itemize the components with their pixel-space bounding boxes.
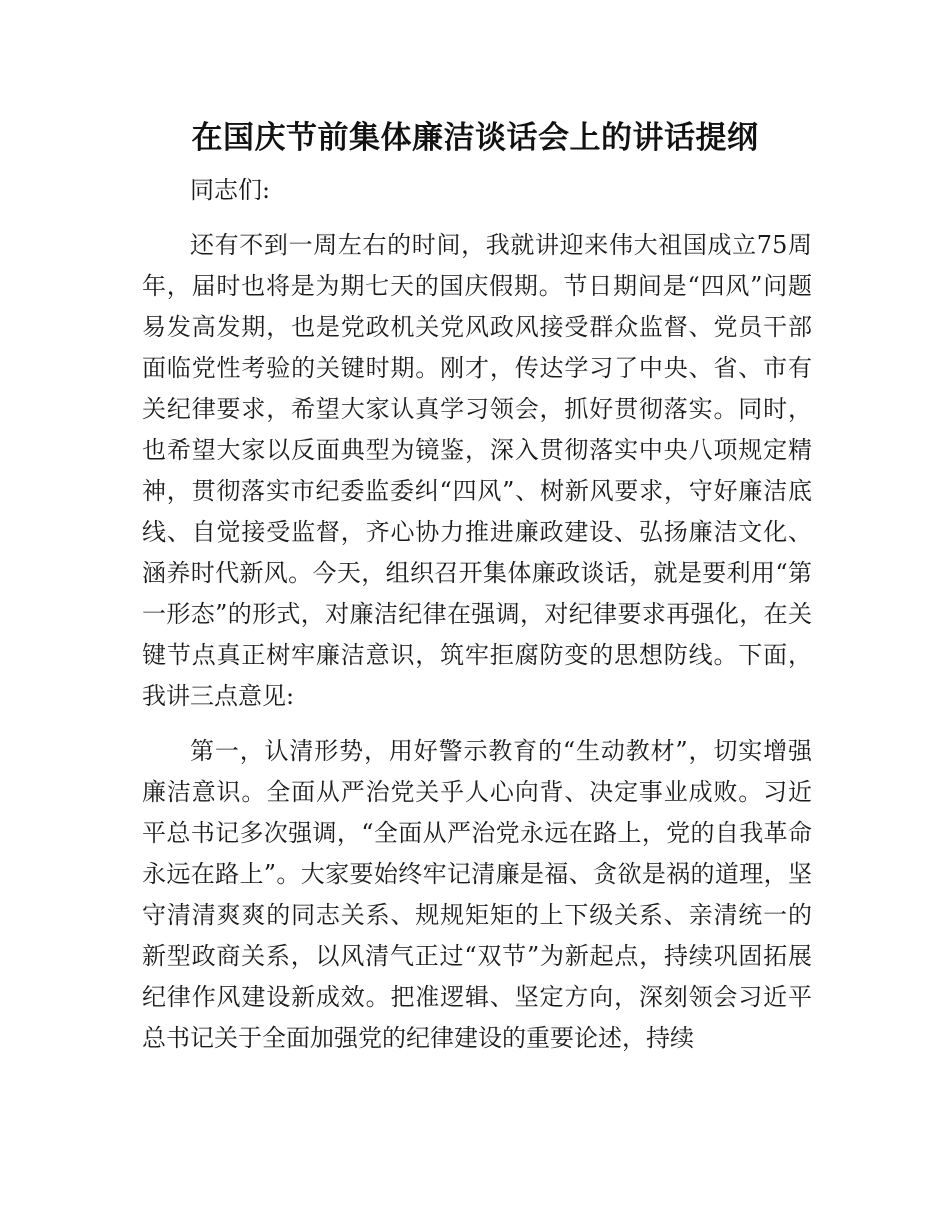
paragraph-2: 第一，认清形势，用好警示教育的“生动教材”，切实增强廉洁意识。全面从严治党关乎人心向背、决定事业成败。习近平总书记多次强调，“全面从严治党永远在路上，党的自我革命永远在路上”。大家要始终牢记清廉是福、贪欲是祸的道理，坚守清清爽爽的同志关系、规规矩矩的上下级关系、亲清统一的新型政商关系，以风清气正过“双节”为新起点，持续巩固拓展纪律作风建设新成效。把准逻辑、坚定方向，深刻领会习近平总书记关于全面加强党的纪律建设的重要论述，持续 [142, 737, 812, 1052]
paragraph-1: 还有不到一周左右的时间，我就讲迎来伟大祖国成立75周年，届时也将是为期七天的国庆假期。节日期间是“四风”问题易发高发期，也是党政机关党风政风接受群众监督、党员干部面临党性考验的关键时期。刚才，传达学习了中央、省、市有关纪律要求，希望大家认真学习领会，抓好贯彻落实。同时，也希望大家以反面典型为镜鉴，深入贯彻落实中央八项规定精神，贯彻落实市纪委监委纠“四风”、树新风要求，守好廉洁底线、自觉接受监督，齐心协力推进廉政建设、弘扬廉洁文化、涵养时代新风。今天，组织召开集体廉政谈话，就是要利用“第一形态”的形式，对廉洁纪律在强调，对纪律要求再强化，在关键节点真正树牢廉洁意识，筑牢拒腐防变的思想防线。下面，我讲三点意见: [142, 231, 812, 710]
document-title: 在国庆节前集体廉洁谈话会上的讲话提纲 [191, 120, 759, 156]
document-body [142, 170, 812, 1059]
salutation: 同志们: [190, 176, 271, 204]
